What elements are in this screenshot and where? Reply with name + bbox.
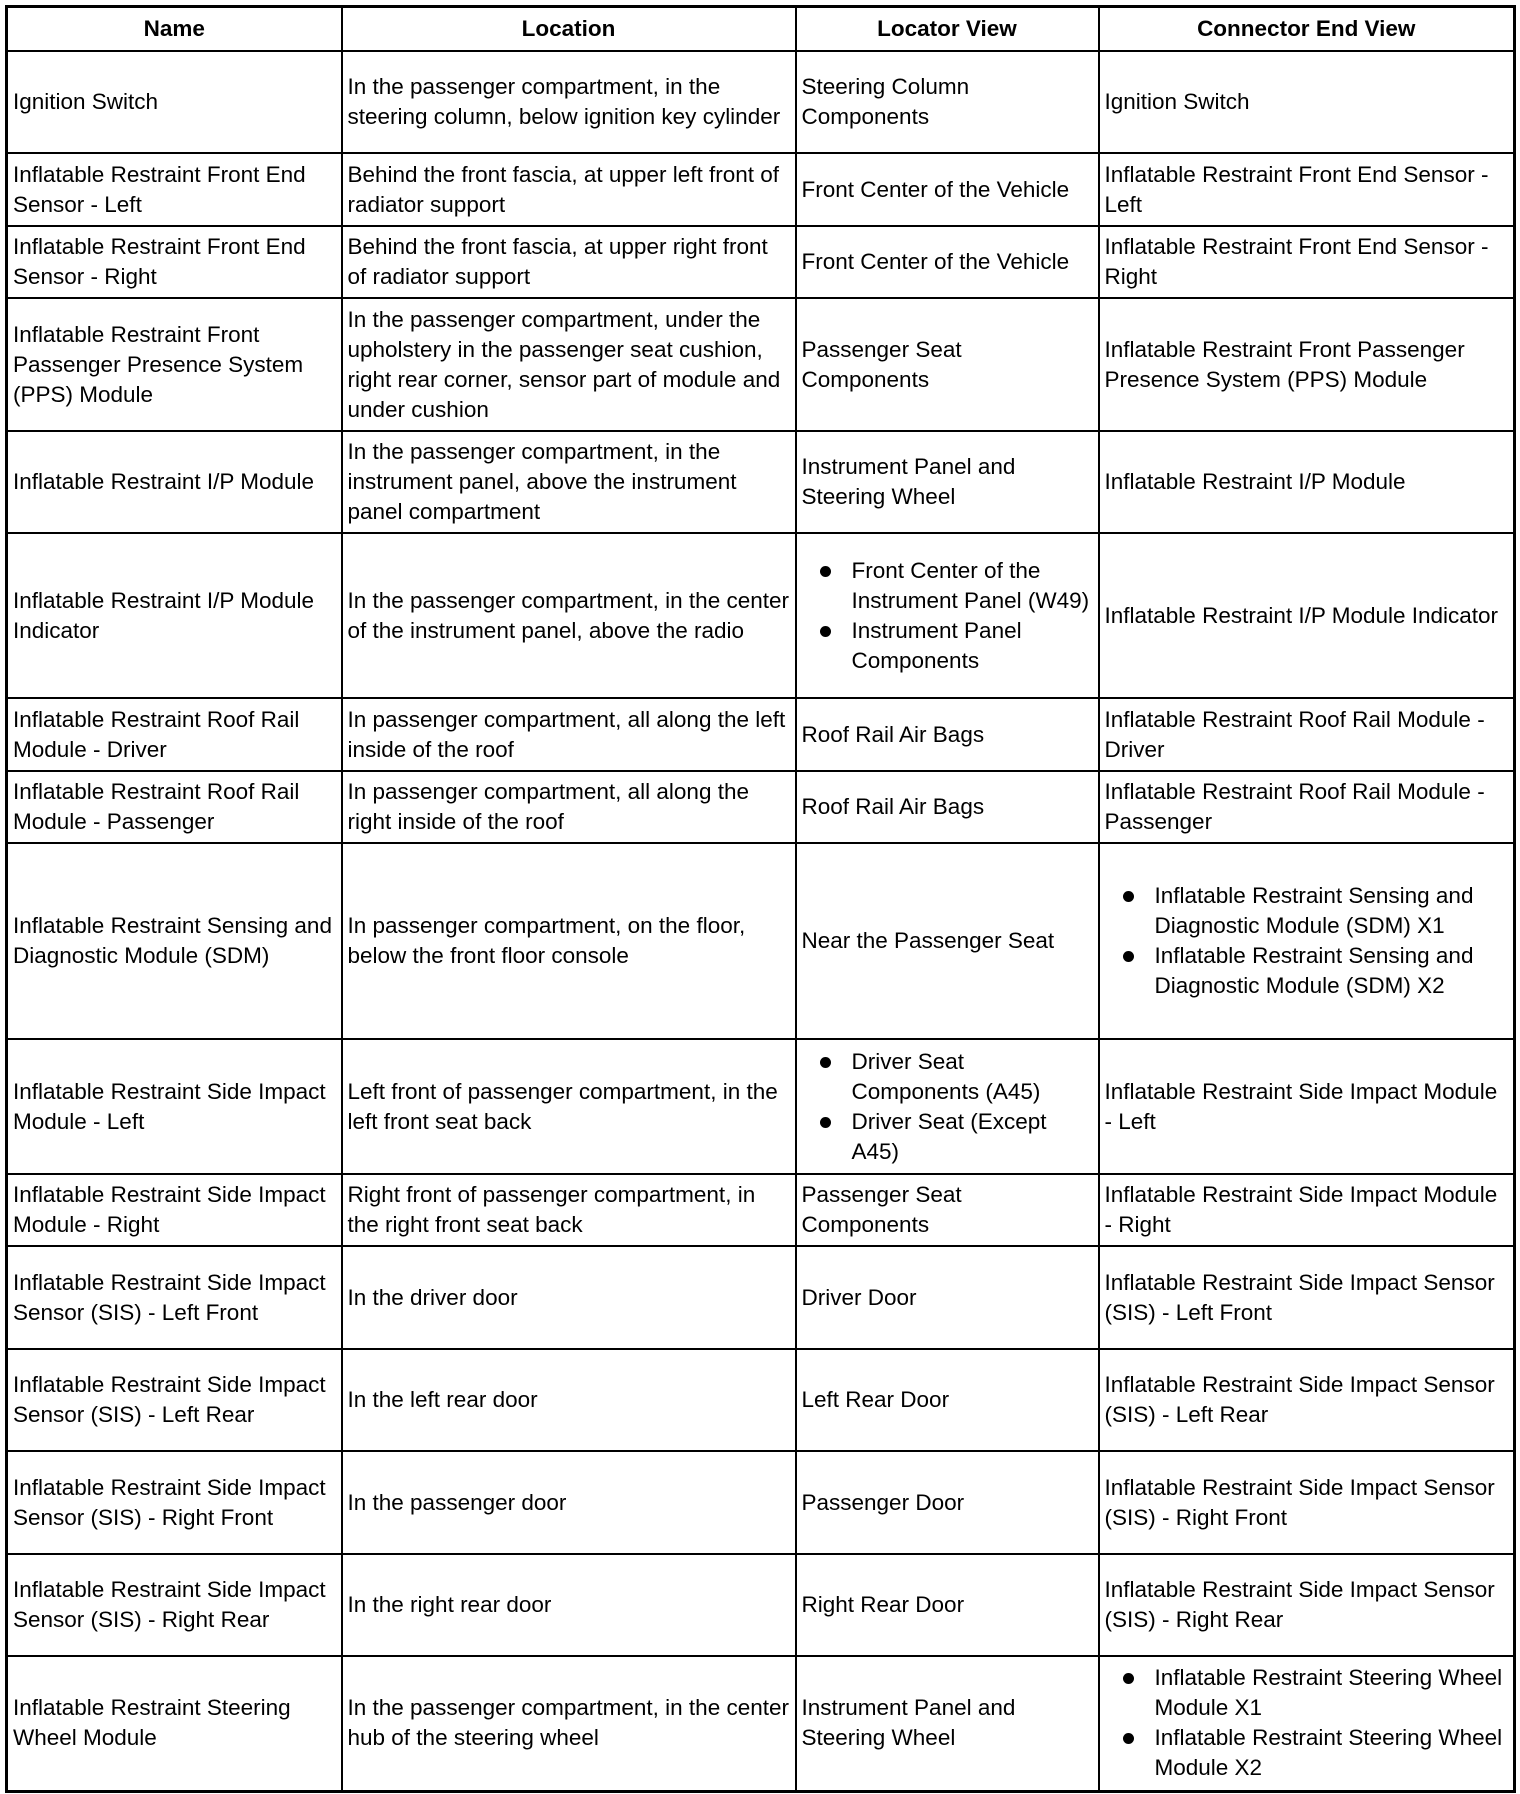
- locator-view-cell: Right Rear Door: [796, 1554, 1099, 1656]
- header-location: Location: [342, 7, 796, 52]
- table-row: [7, 533, 1515, 698]
- bullet-item: Inflatable Restraint Steering Wheel Module X2: [1105, 1723, 1509, 1783]
- table-row: [7, 771, 1515, 843]
- name-cell: Inflatable Restraint Side Impact Sensor (SIS) - Left Front: [7, 1246, 342, 1349]
- header-locator-view: Locator View: [796, 7, 1099, 52]
- locator-view-cell: Passenger Seat Components: [796, 298, 1099, 431]
- name-cell: Inflatable Restraint Front End Sensor - Left: [7, 153, 342, 226]
- location-cell: In the passenger compartment, under the upholstery in the passenger seat cushion, right rear corner, sensor part of module and under cushion: [342, 298, 796, 431]
- connector-end-view-cell: [1099, 1656, 1515, 1791]
- location-cell: Behind the front fascia, at upper left front of radiator support: [342, 153, 796, 226]
- location-cell: In the driver door: [342, 1246, 796, 1349]
- bullet-item: Driver Seat (Except A45): [802, 1107, 1093, 1167]
- connector-end-view-cell: Inflatable Restraint Front Passenger Presence System (PPS) Module: [1099, 298, 1515, 431]
- name-cell: Inflatable Restraint I/P Module Indicator: [7, 533, 342, 698]
- location-cell: Right front of passenger compartment, in the right front seat back: [342, 1174, 796, 1246]
- location-cell: In passenger compartment, all along the left inside of the roof: [342, 698, 796, 771]
- locator-view-cell: Left Rear Door: [796, 1349, 1099, 1451]
- bullet-item: Driver Seat Components (A45): [802, 1047, 1093, 1107]
- connector-end-view-cell: Inflatable Restraint Front End Sensor - Left: [1099, 153, 1515, 226]
- locator-view-cell: Passenger Seat Components: [796, 1174, 1099, 1246]
- table-row: [7, 1554, 1515, 1656]
- table-row: [7, 1174, 1515, 1246]
- locator-view-cell: Front Center of the Vehicle: [796, 153, 1099, 226]
- locator-view-cell: Roof Rail Air Bags: [796, 698, 1099, 771]
- table-row: [7, 431, 1515, 533]
- connector-end-view-cell: Inflatable Restraint Roof Rail Module - Driver: [1099, 698, 1515, 771]
- name-cell: Inflatable Restraint Side Impact Sensor (SIS) - Left Rear: [7, 1349, 342, 1451]
- location-cell: In the right rear door: [342, 1554, 796, 1656]
- table-row: [7, 1451, 1515, 1554]
- locator-view-cell: Instrument Panel and Steering Wheel: [796, 431, 1099, 533]
- name-cell: Inflatable Restraint Front Passenger Presence System (PPS) Module: [7, 298, 342, 431]
- location-cell: In the left rear door: [342, 1349, 796, 1451]
- bullet-list: [1105, 1663, 1509, 1783]
- table-row: [7, 51, 1515, 153]
- connector-end-view-cell: Inflatable Restraint I/P Module: [1099, 431, 1515, 533]
- connector-end-view-cell: Ignition Switch: [1099, 51, 1515, 153]
- location-cell: In passenger compartment, on the floor, below the front floor console: [342, 843, 796, 1039]
- connector-end-view-cell: Inflatable Restraint Side Impact Sensor (SIS) - Left Front: [1099, 1246, 1515, 1349]
- location-cell: Behind the front fascia, at upper right front of radiator support: [342, 226, 796, 298]
- table-row: [7, 298, 1515, 431]
- connector-end-view-cell: Inflatable Restraint Side Impact Sensor (SIS) - Left Rear: [1099, 1349, 1515, 1451]
- bullet-item: Instrument Panel Components: [802, 616, 1093, 676]
- locator-view-cell: Driver Door: [796, 1246, 1099, 1349]
- name-cell: Inflatable Restraint Roof Rail Module - Passenger: [7, 771, 342, 843]
- name-cell: Inflatable Restraint Side Impact Sensor (SIS) - Right Rear: [7, 1554, 342, 1656]
- location-cell: In the passenger compartment, in the steering column, below ignition key cylinder: [342, 51, 796, 153]
- bullet-item: Inflatable Restraint Sensing and Diagnostic Module (SDM) X1: [1105, 881, 1509, 941]
- name-cell: Inflatable Restraint Side Impact Sensor (SIS) - Right Front: [7, 1451, 342, 1554]
- name-cell: Inflatable Restraint Front End Sensor - Right: [7, 226, 342, 298]
- bullet-item: Inflatable Restraint Steering Wheel Module X1: [1105, 1663, 1509, 1723]
- bullet-item: Front Center of the Instrument Panel (W49): [802, 556, 1093, 616]
- locator-view-cell: Near the Passenger Seat: [796, 843, 1099, 1039]
- table-row: [7, 226, 1515, 298]
- table-body: [7, 51, 1515, 1791]
- name-cell: Inflatable Restraint Side Impact Module - Left: [7, 1039, 342, 1174]
- connector-end-view-cell: Inflatable Restraint I/P Module Indicator: [1099, 533, 1515, 698]
- bullet-list: [802, 1047, 1093, 1167]
- bullet-list: [802, 556, 1093, 676]
- component-locator-table: [5, 5, 1516, 1793]
- name-cell: Inflatable Restraint I/P Module: [7, 431, 342, 533]
- name-cell: Inflatable Restraint Sensing and Diagnostic Module (SDM): [7, 843, 342, 1039]
- location-cell: In the passenger compartment, in the center of the instrument panel, above the radio: [342, 533, 796, 698]
- name-cell: Inflatable Restraint Roof Rail Module - Driver: [7, 698, 342, 771]
- location-cell: In the passenger compartment, in the instrument panel, above the instrument panel compartment: [342, 431, 796, 533]
- location-cell: In the passenger door: [342, 1451, 796, 1554]
- table-row: [7, 1039, 1515, 1174]
- table-row: [7, 698, 1515, 771]
- locator-view-cell: Front Center of the Vehicle: [796, 226, 1099, 298]
- table-row: [7, 1246, 1515, 1349]
- connector-end-view-cell: Inflatable Restraint Side Impact Module - Left: [1099, 1039, 1515, 1174]
- connector-end-view-cell: Inflatable Restraint Side Impact Sensor (SIS) - Right Rear: [1099, 1554, 1515, 1656]
- table-row: [7, 1349, 1515, 1451]
- locator-view-cell: [796, 1039, 1099, 1174]
- table-row: [7, 1656, 1515, 1791]
- header-name: Name: [7, 7, 342, 52]
- name-cell: Inflatable Restraint Steering Wheel Module: [7, 1656, 342, 1791]
- connector-end-view-cell: Inflatable Restraint Roof Rail Module - Passenger: [1099, 771, 1515, 843]
- name-cell: Ignition Switch: [7, 51, 342, 153]
- table-row: [7, 843, 1515, 1039]
- header-connector-end-view: Connector End View: [1099, 7, 1515, 52]
- bullet-list: [1105, 881, 1509, 1001]
- connector-end-view-cell: Inflatable Restraint Front End Sensor - Right: [1099, 226, 1515, 298]
- location-cell: In passenger compartment, all along the right inside of the roof: [342, 771, 796, 843]
- locator-view-cell: Steering Column Components: [796, 51, 1099, 153]
- locator-view-cell: Passenger Door: [796, 1451, 1099, 1554]
- connector-end-view-cell: Inflatable Restraint Side Impact Sensor (SIS) - Right Front: [1099, 1451, 1515, 1554]
- locator-view-cell: Roof Rail Air Bags: [796, 771, 1099, 843]
- connector-end-view-cell: Inflatable Restraint Side Impact Module - Right: [1099, 1174, 1515, 1246]
- connector-end-view-cell: [1099, 843, 1515, 1039]
- location-cell: Left front of passenger compartment, in the left front seat back: [342, 1039, 796, 1174]
- bullet-item: Inflatable Restraint Sensing and Diagnostic Module (SDM) X2: [1105, 941, 1509, 1001]
- name-cell: Inflatable Restraint Side Impact Module - Right: [7, 1174, 342, 1246]
- locator-view-cell: [796, 533, 1099, 698]
- locator-view-cell: Instrument Panel and Steering Wheel: [796, 1656, 1099, 1791]
- table-row: [7, 153, 1515, 226]
- table-header-row: [7, 7, 1515, 52]
- location-cell: In the passenger compartment, in the center hub of the steering wheel: [342, 1656, 796, 1791]
